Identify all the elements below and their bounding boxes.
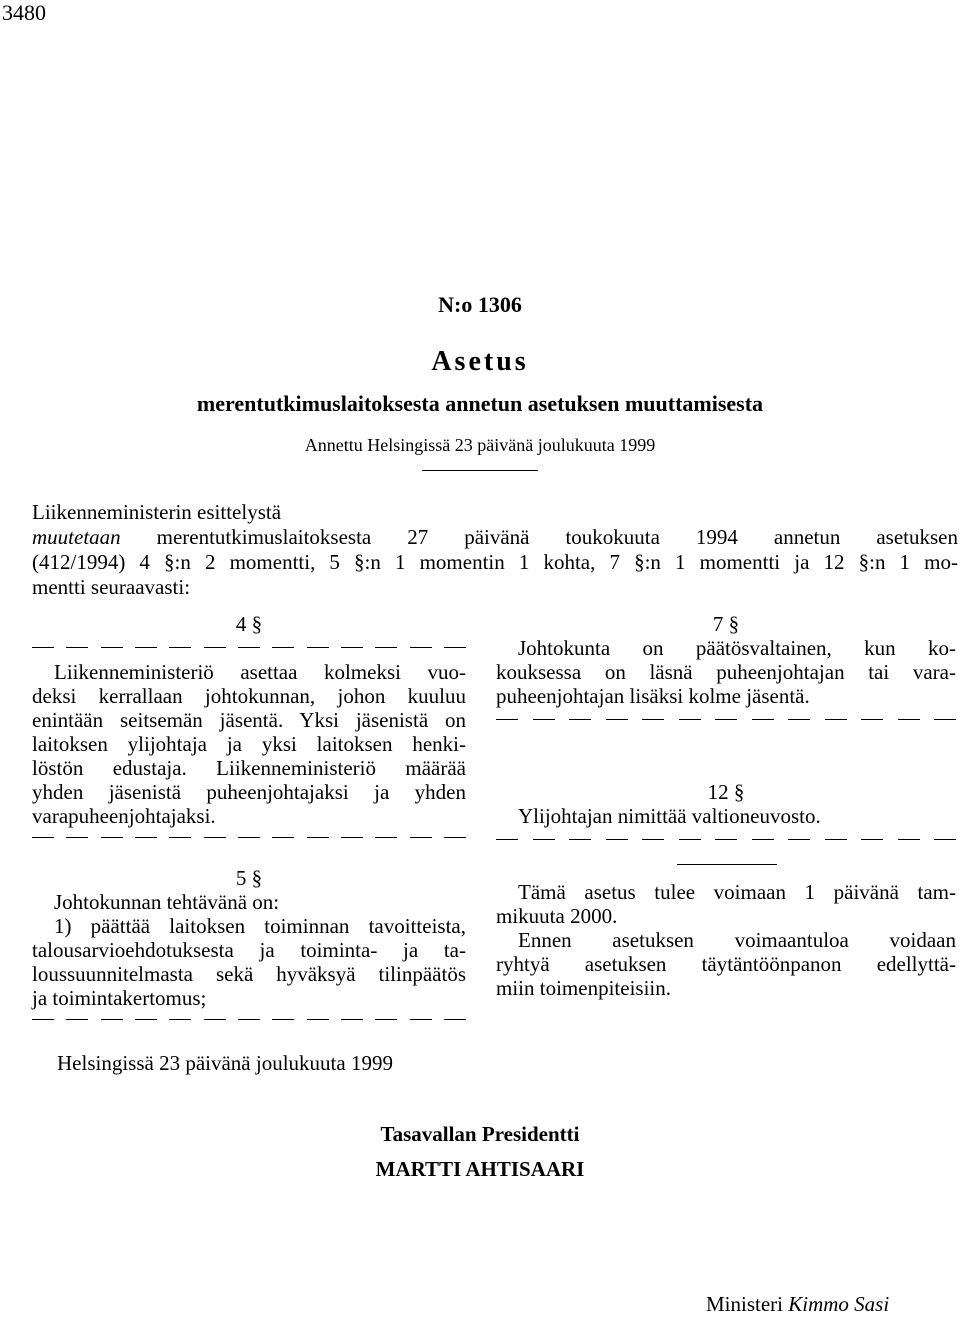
omission-dashes bbox=[32, 830, 466, 844]
header-divider bbox=[422, 470, 538, 471]
text-line: ryhtyä asetuksen täytäntöönpanon edellyttä- bbox=[496, 952, 956, 976]
text-line: mikuuta 2000. bbox=[496, 904, 618, 928]
minister-label: Ministeri bbox=[706, 1292, 783, 1316]
intro-line: mentti seuraavasti: bbox=[32, 575, 191, 599]
section-heading: 5 § bbox=[235, 866, 263, 890]
text-line: miin toimenpiteisiin. bbox=[496, 976, 671, 1000]
document-number: N:o 1306 bbox=[438, 292, 522, 317]
omission-dashes bbox=[32, 640, 466, 654]
section-4 bbox=[32, 612, 466, 844]
page-number: 3480 bbox=[2, 0, 46, 25]
minister-name: Kimmo Sasi bbox=[788, 1292, 890, 1316]
section-text-line: ja toimintakertomus; bbox=[32, 986, 207, 1010]
place-and-date: Helsingissä 23 päivänä joulukuuta 1999 bbox=[57, 1051, 393, 1075]
intro-line: (412/1994) 4 §:n 2 momentti, 5 §:n 1 momentin 1 kohta, 7 §:n 1 momentti ja 12 §:n 1 mo- bbox=[32, 550, 958, 574]
entry-into-force bbox=[496, 880, 956, 1000]
given-date-line: Annettu Helsingissä 23 päivänä joulukuuta 1999 bbox=[304, 435, 656, 455]
section-text-line: talousarvioehdotuksesta ja toiminta- ja ta- bbox=[32, 938, 466, 962]
document-subtitle: merentutkimuslaitoksesta annetun asetuksen muuttamisesta bbox=[196, 391, 764, 416]
section-7 bbox=[496, 612, 956, 726]
section-heading: 4 § bbox=[235, 612, 263, 636]
omission-dashes bbox=[496, 712, 956, 726]
section-heading: 12 § bbox=[707, 780, 745, 804]
text-line: Tämä asetus tulee voimaan 1 päivänä tam- bbox=[518, 880, 956, 904]
section-divider bbox=[677, 864, 777, 865]
section-text-line: laitoksen ylijohtaja ja yksi laitoksen henki- bbox=[32, 732, 466, 756]
section-text-line: Johtokunnan tehtävänä on: bbox=[54, 890, 280, 914]
section-text-line: Johtokunta on päätösvaltainen, kun ko- bbox=[518, 636, 956, 660]
intro-line-rest: merentutkimuslaitoksesta 27 päivänä toukokuuta 1994 annetun asetuksen bbox=[120, 525, 958, 549]
intro-verb: muutetaan bbox=[32, 525, 121, 549]
section-text-line: deksi kerrallaan johtokunnan, johon kuuluu bbox=[32, 684, 466, 708]
section-text-line: löstön edustaja. Liikenneministeriö määrää bbox=[32, 756, 466, 780]
omission-dashes bbox=[496, 832, 956, 846]
signatory-title: Tasavallan Presidentti bbox=[380, 1122, 580, 1146]
omission-dashes bbox=[32, 1012, 466, 1026]
section-text-line: Liikenneministeriö asettaa kolmeksi vuo- bbox=[54, 660, 466, 684]
section-text-line: loussuunnitelmasta sekä hyväksyä tilinpäätös bbox=[32, 962, 466, 986]
section-text-line: Ylijohtajan nimittää valtioneuvosto. bbox=[518, 804, 821, 828]
section-text-line: varapuheenjohtajaksi. bbox=[32, 804, 216, 828]
intro-line bbox=[32, 525, 958, 550]
section-text-line: yhden jäsenistä puheenjohtajaksi ja yhden bbox=[32, 780, 466, 804]
section-text-line: enintään seitsemän jäsentä. Yksi jäsenistä on bbox=[32, 708, 466, 732]
section-text-line: kouksessa on läsnä puheenjohtajan tai vara- bbox=[496, 660, 956, 684]
section-text-line: 1) päättää laitoksen toiminnan tavoitteista, bbox=[54, 914, 466, 938]
section-12 bbox=[496, 780, 956, 846]
document-title: Asetus bbox=[431, 346, 529, 377]
section-text-line: puheenjohtajan lisäksi kolme jäsentä. bbox=[496, 684, 810, 708]
intro-line: Liikenneministerin esittelystä bbox=[32, 500, 282, 524]
signatory-name: MARTTI AHTISAARI bbox=[375, 1157, 585, 1181]
minister-signature bbox=[706, 1292, 889, 1317]
intro-paragraph bbox=[32, 500, 958, 600]
section-5 bbox=[32, 866, 466, 1026]
section-heading: 7 § bbox=[712, 612, 740, 636]
text-line: Ennen asetuksen voimaantuloa voidaan bbox=[518, 928, 956, 952]
